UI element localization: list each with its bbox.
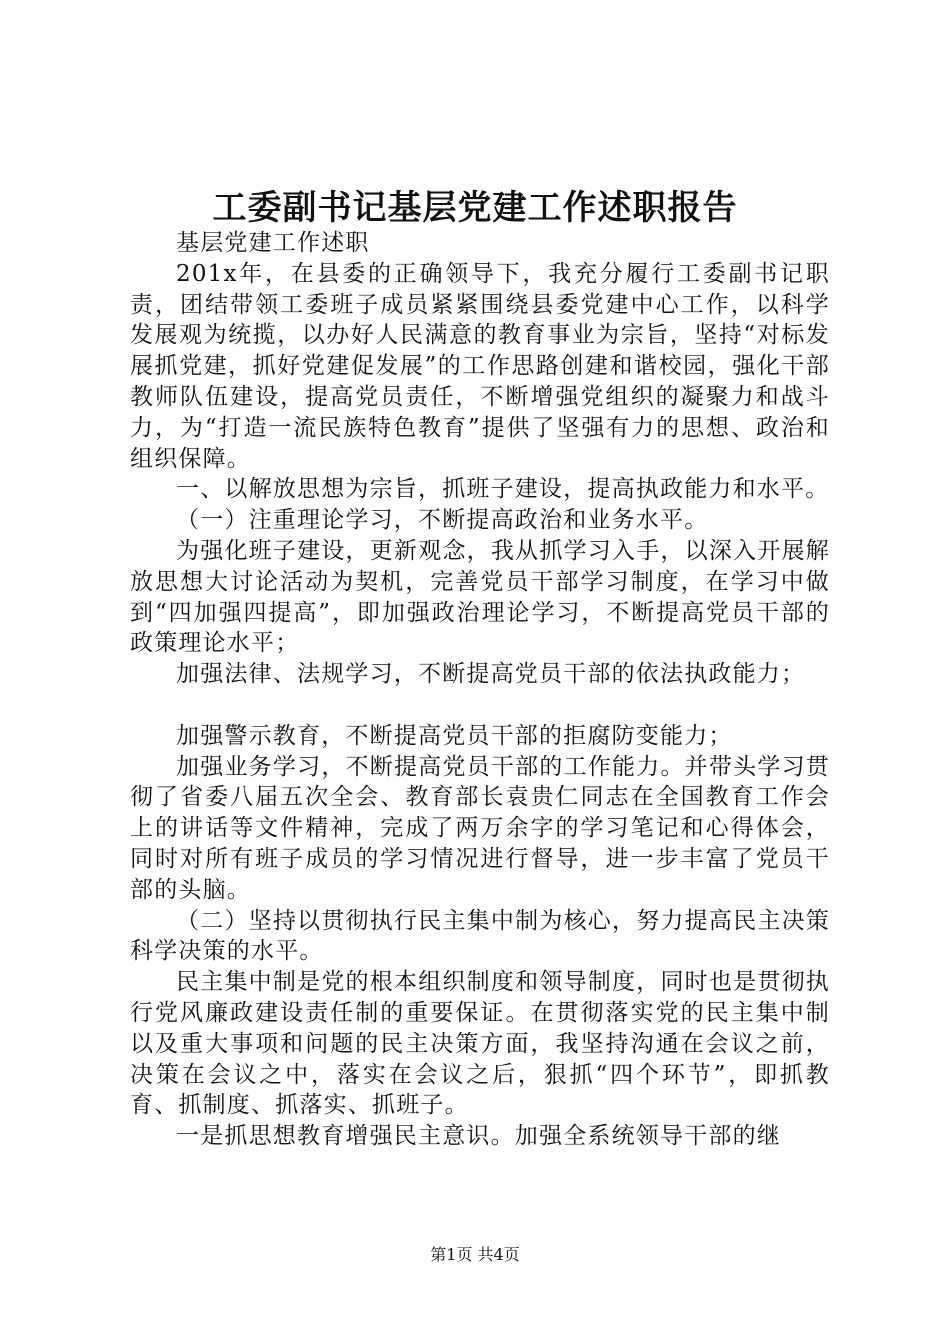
paragraph: 为强化班子建设，更新观念，我从抓学习入手，以深入开展解放思想大讨论活动为契机，完善党员干部学习制度，在学习中做到“四加强四提高”，即加强政治理论学习，不断提高党员干部的政策理论水平； — [130, 537, 830, 657]
subsection-heading: （二）坚持以贯彻执行民主集中制为核心，努力提高民主决策科学决策的水平。 — [130, 907, 830, 965]
page-number-footer: 第1页 共4页 — [430, 1245, 520, 1264]
paragraph: 加强警示教育，不断提高党员干部的拒腐防变能力； — [176, 722, 733, 749]
paragraph: 加强法律、法规学习，不断提高党员干部的依法执政能力； — [176, 661, 806, 688]
document-title: 工委副书记基层党建工作述职报告 — [212, 188, 738, 228]
document-body — [130, 228, 830, 1152]
paragraph: 基层党建工作述职 — [176, 230, 370, 256]
blank-line — [130, 690, 830, 721]
section-heading: 一、以解放思想为宗旨，抓班子建设，提高执政能力和水平。 — [176, 476, 830, 503]
paragraph: 201x年，在县委的正确领导下，我充分履行工委副书记职责，团结带领工委班子成员紧紧围绕县委党建中心工作，以科学发展观为统揽，以办好人民满意的教育事业为宗旨，坚持“对标发展抓党建，抓好党建促发展”的工作思路创建和谐校园，强化干部教师队伍建设，提高党员责任，不断增强党组织的凝聚力和战斗力，为“打造一流民族特色教育”提供了坚强有力的思想、政治和组织保障。 — [130, 260, 830, 472]
paragraph: 民主集中制是党的根本组织制度和领导制度，同时也是贯彻执行党风廉政建设责任制的重要保证。在贯彻落实党的民主集中制以及重大事项和问题的民主决策方面，我坚持沟通在会议之前，决策在会议之中，落实在会议之后，狠抓“四个环节”，即抓教育、抓制度、抓落实、抓班子。 — [130, 969, 830, 1119]
subsection-heading: （一）注重理论学习，不断提高政治和业务水平。 — [176, 507, 709, 534]
paragraph: 加强业务学习，不断提高党员干部的工作能力。并带头学习贯彻了省委八届五次全会、教育部长袁贵仁同志在全国教育工作会上的讲话等文件精神，完成了两万余字的学习笔记和心得体会，同时对所有班子成员的学习情况进行督导，进一步丰富了党员干部的头脑。 — [130, 753, 830, 903]
paragraph: 一是抓思想教育增强民主意识。加强全系统领导干部的继 — [176, 1123, 781, 1150]
